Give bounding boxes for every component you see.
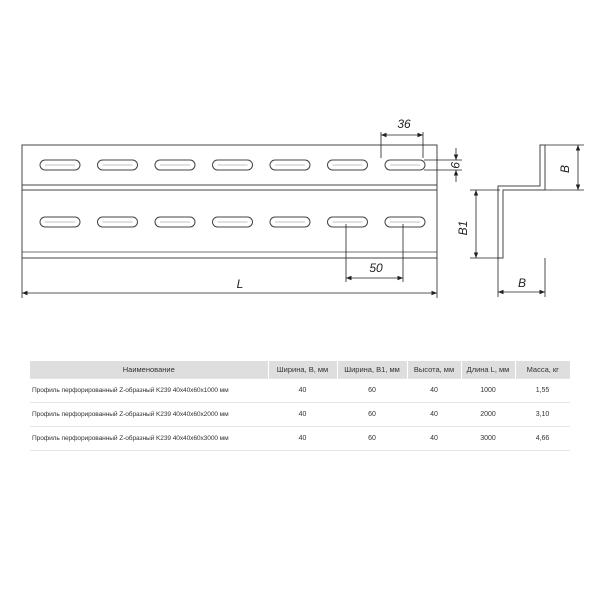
cell-mass: 4,66 <box>515 427 570 451</box>
cell-width-b: 40 <box>268 403 337 427</box>
cell-mass: 3,10 <box>515 403 570 427</box>
dimension-label-slot-pitch: 50 <box>369 261 383 275</box>
cell-length: 3000 <box>461 427 515 451</box>
header-width-b1: Ширина, В1, мм <box>337 361 407 379</box>
header-name: Наименование <box>30 361 268 379</box>
cell-width-b1: 60 <box>337 427 407 451</box>
dimension-label-width-b-bottom: B <box>517 276 527 290</box>
dimension-label-slot-width: 36 <box>397 117 411 131</box>
cell-length: 2000 <box>461 403 515 427</box>
table-row <box>30 379 570 403</box>
cell-width-b1: 60 <box>337 379 407 403</box>
cell-name: Профиль перфорированный Z-образный K239 40x40x60x3000 мм <box>30 427 268 451</box>
cell-name: Профиль перфорированный Z-образный K239 40x40x60x1000 мм <box>30 379 268 403</box>
cell-width-b: 40 <box>268 379 337 403</box>
cell-length: 1000 <box>461 379 515 403</box>
specification-table <box>30 361 570 451</box>
cell-width-b: 40 <box>268 427 337 451</box>
dimension-width-b1 <box>470 190 500 258</box>
dimension-label-length: L <box>236 277 244 291</box>
cell-name: Профиль перфорированный Z-образный K239 40x40x60x2000 мм <box>30 403 268 427</box>
cell-height: 40 <box>407 403 461 427</box>
profile-side-view <box>498 145 545 258</box>
profile-front-view <box>22 145 437 258</box>
cell-height: 40 <box>407 427 461 451</box>
cell-width-b1: 60 <box>337 403 407 427</box>
cell-mass: 1,55 <box>515 379 570 403</box>
table-header-row <box>30 361 570 379</box>
dimension-label-width-b1: B1 <box>456 220 470 236</box>
cell-height: 40 <box>407 379 461 403</box>
dimension-label-slot-height: 9 <box>448 161 462 169</box>
table-row <box>30 427 570 451</box>
header-length: Длина L, мм <box>461 361 515 379</box>
header-mass: Масса, кг <box>515 361 570 379</box>
table-row <box>30 403 570 427</box>
header-height: Высота, мм <box>407 361 461 379</box>
header-width-b: Ширина, В, мм <box>268 361 337 379</box>
dimension-label-width-b: B <box>558 164 572 174</box>
z-profile-outline <box>498 145 545 258</box>
